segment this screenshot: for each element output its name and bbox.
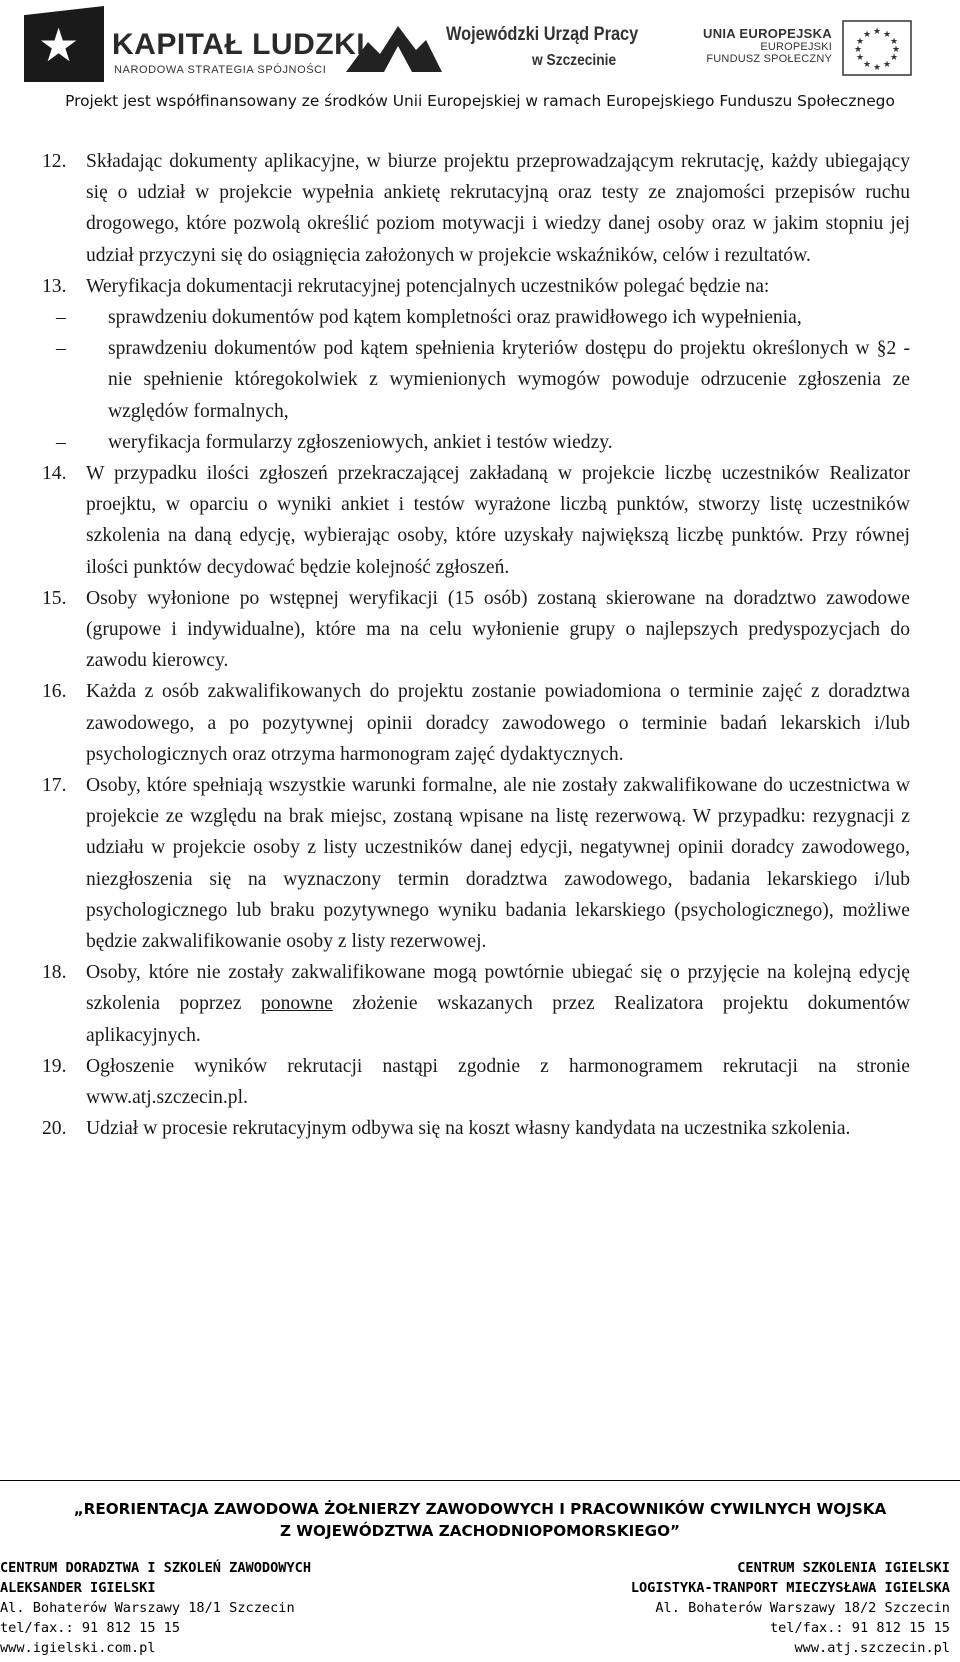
item-number: 12. [42,151,67,172]
item-number: 15. [42,587,67,609]
kapital-ludzki-subtitle: NARODOWA STRATEGIA SPÓJNOŚCI [114,64,327,76]
dash-bullet-icon: – [56,338,66,360]
kapital-ludzki-title: KAPITAŁ LUDZKI [112,28,366,61]
item-number: 17. [42,775,67,797]
svg-text:★: ★ [855,37,865,47]
item-text: Ogłoszenie wyników rekrutacji nastąpi zgodnie z harmonogramem rekrutacji na stronie www.atj.szczecin.pl. [86,1055,910,1109]
list-item [42,957,910,1051]
item-text-end: złożenie wskazanych przez Realizatora projektu dokumentów aplikacyjnych. [86,993,911,1046]
company-owner: LOGISTYKA-TRANPORT MIECZYSŁAWA IGIELSKA [630,1580,950,1596]
company-name: CENTRUM DORADZTWA I SZKOLEŃ ZAWODOWYCH [0,1560,311,1576]
svg-text:★: ★ [882,30,892,40]
item-text: W przypadku ilości zgłoszeń przekraczającej zakładaną w projekcie liczbę uczestników Realizator proejktu, w oparciu o wyniki ankiet i testów wyrażone liczbą punktów, stworzy listę uczestników szkolenia na daną edycję, wybierając osoby, które uzyskały największą liczbę punktów. Przy równej ilości punktów decydować będzie kolejność zgłoszeń. [86,463,910,578]
slogan-line-1: „REORIENTACJA ZAWODOWA ŻOŁNIERZY ZAWODOWYCH I PRACOWNIKÓW CYWILNYCH WOJSKA [73,1500,887,1518]
eu-logo-text [660,26,832,65]
item-number: 19. [42,1055,67,1077]
svg-text:★: ★ [855,53,865,63]
svg-text:★: ★ [862,60,872,70]
footer-contact-left [0,1558,311,1658]
sub-item-text: sprawdzeniu dokumentów pod kątem kompletności oraz prawidłowego ich wypełnienia, [108,307,802,329]
svg-text:★: ★ [872,63,882,73]
svg-text:★: ★ [872,27,882,37]
company-owner: ALEKSANDER IGIELSKI [0,1580,156,1596]
item-number: 18. [42,962,67,984]
company-address: Al. Bohaterów Warszawy 18/2 Szczecin [655,1600,950,1616]
project-slogan [0,1498,960,1542]
svg-text:★: ★ [889,37,899,47]
item-text: Każda z osób zakwalifikowanych do projektu zostanie powiadomiona o terminie zajęć z doradztwa zawodowego, a po pozytywnej opinii doradcy zawodowego o terminie badań lekarskich i/lub psychologicznych oraz otrzyma harmonogram zajęć dydaktycznych. [86,681,910,765]
wup-logo [346,14,646,74]
item-number: 14. [42,463,67,485]
svg-text:★: ★ [882,60,892,70]
star-icon: ★ [38,18,80,72]
regulations-list [42,146,910,1145]
list-item [42,583,910,677]
company-phone: tel/fax.: 91 812 15 15 [769,1620,950,1636]
dash-bullet-icon: – [56,431,66,453]
list-item [42,458,910,583]
company-name: CENTRUM SZKOLENIA IGIELSKI [737,1560,950,1576]
eu-fund-line1: EUROPEJSKI [760,41,832,53]
sub-list-item [42,333,910,427]
list-item [42,770,910,957]
wup-subtitle: w Szczecinie [532,52,617,69]
item-number: 13. [42,275,67,297]
company-phone: tel/fax.: 91 812 15 15 [0,1620,181,1636]
item-text: Składając dokumenty aplikacyjne, w biurze projektu przeprowadzającym rekrutację, każdy ubiegający się o udział w projekcie wypełnia ankietę rekrutacyjną oraz testy ze znajomości przepisów ruchu drogowego, które pozwolą określić poziom motywacji i wiedzy danej osoby oraz w jakim stopniu jej udział przyczyni się do osiągnięcia założonych w projekcie wskaźników, celów i rezultatów. [86,151,910,266]
svg-text:★: ★ [889,53,899,63]
list-item [42,1051,910,1113]
eu-title: UNIA EUROPEJSKA [703,26,832,41]
svg-text:★: ★ [853,45,863,55]
dash-bullet-icon: – [56,307,66,329]
item-text-start: Osoby, które nie zostały zakwalifikowane mogą powtórnie ubiegać się o przyjęcie na kolejną edycję szkolenia poprzez [86,962,910,1015]
company-website: www.igielski.com.pl [0,1640,156,1656]
item-number: 20. [42,1118,67,1140]
eu-flag-icon [842,20,912,76]
item-text: Osoby, które spełniają wszystkie warunki formalne, ale nie zostały zakwalifikowane do uczestnictwa w projekcie ze względu na brak miejsc, zostaną wpisane na listę rezerwową. W przypadku: rezygnacji z udziału w projekcie osoby z listy uczestników danej edycji, negatywnej opinii doradcy zawodowego, niezgłoszenia się na wyznaczony termin doradztwa zawodowego, badania lekarskiego i/lub psychologicznego lub braku pozytywnego wyniku badania lekarskiego (psychologicznego), możliwe będzie zakwalifikowanie osoby z listy rezerwowej. [86,775,910,953]
wup-emblem-icon [346,20,442,72]
sub-item-text: sprawdzeniu dokumentów pod kątem spełnienia kryteriów dostępu do projektu określonych w §2 - nie spełnienie któregokolwiek z wymienionych wymogów powoduje odrzucenie zgłoszenia ze względów formalnych, [108,338,910,422]
kapital-ludzki-logo [24,6,366,86]
eu-fund-line2: FUNDUSZ SPOŁECZNY [706,53,832,65]
item-text: Udział w procesie rekrutacyjnym odbywa się na koszt własny kandydata na uczestnika szkolenia. [86,1118,851,1140]
item-text: Osoby wyłonione po wstępnej weryfikacji (15 osób) zostaną skierowane na doradztwo zawodowe (grupowe i indywidualne), które ma na celu wyłonienie grupy o najlepszych predyspozycjach do zawodu kierowcy. [86,587,910,672]
sub-list-item [42,302,910,333]
footer-contact-right [631,1558,950,1658]
item-text: Weryfikacja dokumentacji rekrutacyjnej potencjalnych uczestników polegać będzie na: [86,275,770,297]
sub-item-text: weryfikacja formularzy zgłoszeniowych, ankiet i testów wiedzy. [108,431,613,453]
list-item [42,1113,910,1144]
item-number: 16. [42,681,67,703]
sub-list-item [42,427,910,458]
list-item [42,271,910,302]
svg-text:★: ★ [891,45,901,55]
slogan-line-2: Z WOJEWÓDZTWA ZACHODNIOPOMORSKIEGO” [279,1522,680,1540]
cofinancing-note: Projekt jest współfinansowany ze środków Unii Europejskiej w ramach Europejskiego Funduszu Społecznego [65,92,895,110]
company-website: www.atj.szczecin.pl [794,1640,950,1656]
list-item [42,146,910,271]
eu-logo [660,14,940,84]
page-header [0,0,960,120]
svg-text:★: ★ [862,30,872,40]
footer-divider [0,1480,960,1481]
wup-title: Wojewódzki Urząd Pracy [446,24,639,45]
list-item [42,676,910,770]
company-address: Al. Bohaterów Warszawy 18/1 Szczecin [0,1600,295,1616]
item-text-underlined: ponowne [260,993,333,1015]
